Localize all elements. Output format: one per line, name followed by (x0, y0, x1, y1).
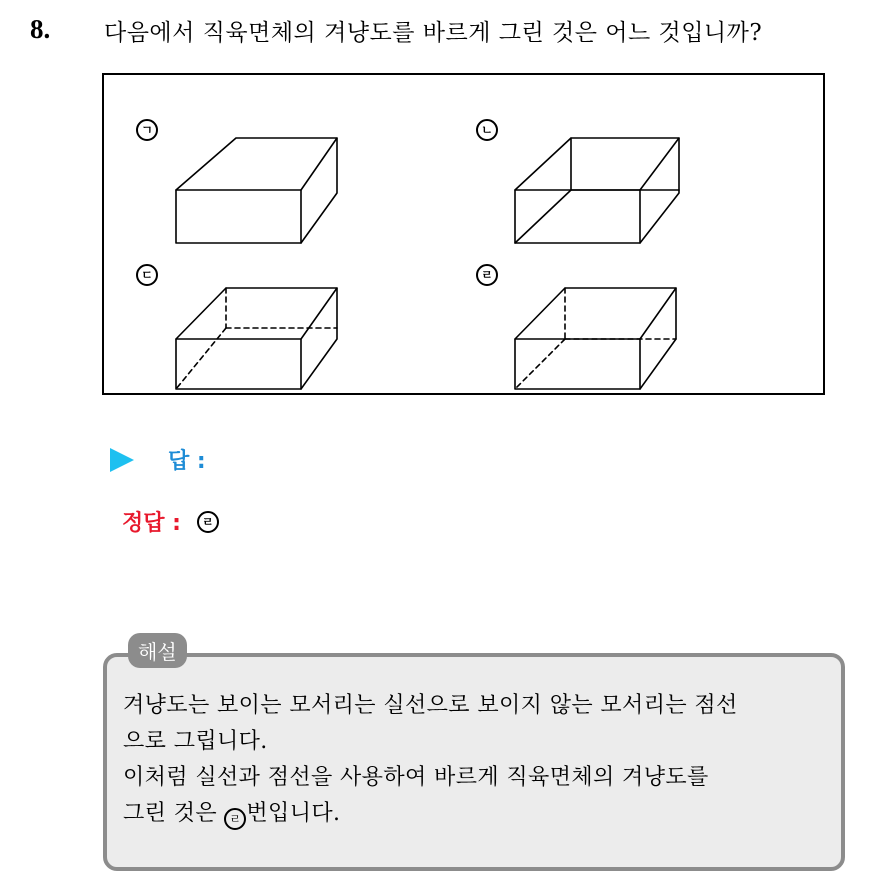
choice-label-1: ㄱ (136, 119, 158, 141)
explanation-line-1: 겨냥도는 보이는 모서리는 실선으로 보이지 않는 모서리는 점선 (123, 693, 738, 718)
question-number: 8. (30, 14, 51, 44)
choice-label-4: ㄹ (476, 264, 498, 286)
triangle-filled-icon (110, 448, 134, 472)
explanation-line-4-end: 번입니다. (246, 801, 341, 826)
explanation-line-4 (123, 796, 833, 832)
choice-label-2: ㄴ (476, 119, 498, 141)
answer-correct-label: 정답 : (122, 511, 181, 536)
answer-blank-row (110, 444, 206, 475)
answer-correct-value: ㄹ (197, 511, 219, 533)
explanation-tab: 해설 (128, 633, 187, 668)
question-text: 다음에서 직육면체의 겨냥도를 바르게 그린 것은 어느 것입니까? (104, 20, 763, 46)
box-drawings (104, 75, 823, 393)
explanation-choice-mark: ㄹ (224, 808, 246, 830)
box-drawing-2 (515, 138, 679, 243)
choice-label-3: ㄷ (136, 264, 158, 286)
figure-box (102, 73, 825, 395)
explanation-line-2: 으로 그립니다. (123, 729, 268, 754)
answer-correct-row (110, 506, 219, 537)
answer-blank-label: 답 : (168, 449, 206, 474)
explanation-text (123, 688, 833, 832)
explanation-line-4-start: 그린 것은 (123, 801, 225, 826)
box-drawing-3 (176, 288, 337, 389)
explanation-line-3: 이처럼 실선과 점선을 사용하여 바르게 직육면체의 겨냥도를 (123, 765, 709, 790)
box-drawing-4 (515, 288, 676, 389)
box-drawing-1 (176, 138, 337, 243)
